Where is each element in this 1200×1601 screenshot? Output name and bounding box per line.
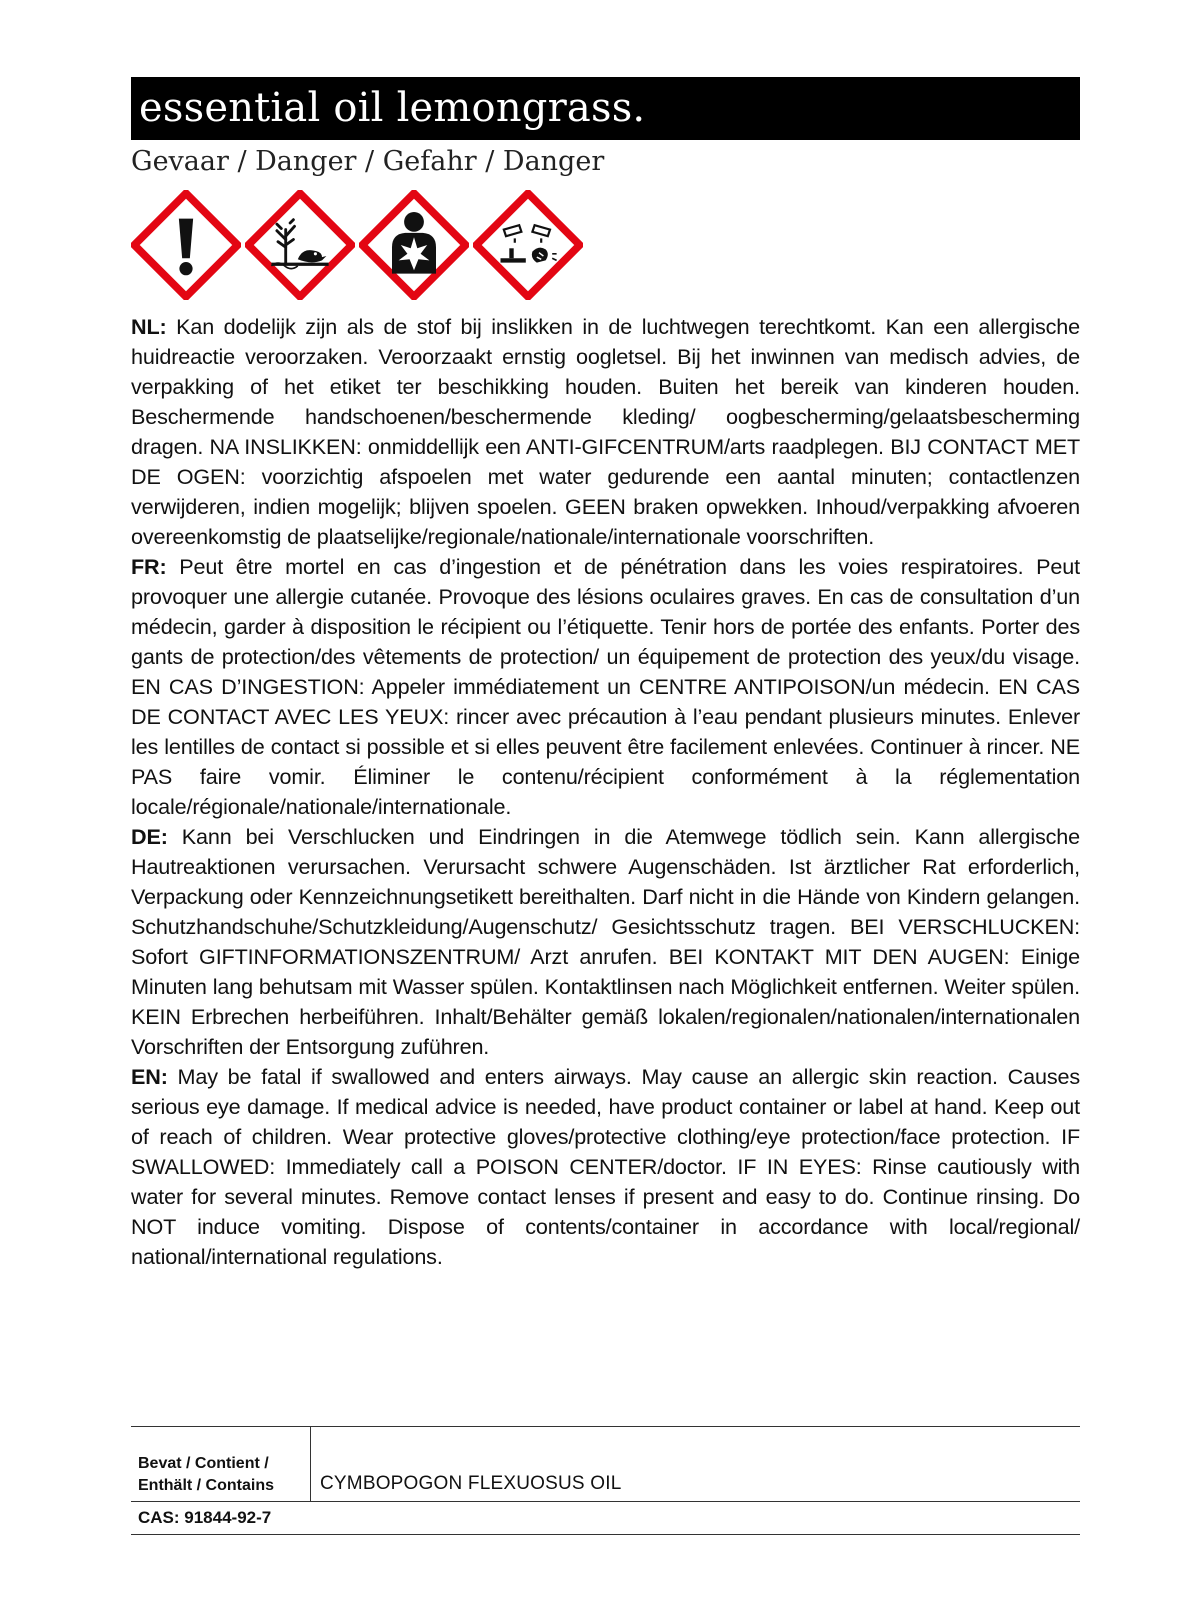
composition-table bbox=[131, 1426, 1080, 1535]
ghs08-health-hazard-icon bbox=[359, 190, 469, 300]
product-title: essential oil lemongrass. bbox=[131, 77, 1080, 140]
section-fr bbox=[131, 552, 1080, 822]
ghs-pictograms bbox=[131, 190, 1080, 302]
lang-code: DE: bbox=[131, 824, 168, 849]
signal-word: Gevaar / Danger / Gefahr / Danger bbox=[131, 146, 605, 177]
label-content bbox=[131, 77, 1080, 1272]
ghs09-environment-icon bbox=[245, 190, 355, 300]
composition-row bbox=[131, 1427, 1080, 1502]
section-text: May be fatal if swallowed and enters airways. May cause an allergic skin reaction. Causes serious eye damage. If medical advice is needed, have product container or label at hand. Keep out of reach of children. Wear protective gloves/protective clothing/eye protection/face protection. IF SWALLOWED: Immediately call a POISON CENTER/doctor. IF IN EYES: Rinse cautiously with water for several minutes. Remove contact lenses if present and easy to do. Continue rinsing. Do NOT induce vomiting. Dispose of contents/container in accordance with local/regional/ national/international regulations. bbox=[131, 1064, 1080, 1269]
hazard-statements bbox=[131, 312, 1080, 1272]
section-text: Kann bei Verschlucken und Eindringen in die Atemwege tödlich sein. Kann allergische Hautreaktionen verursachen. Verursacht schwere Augenschäden. Ist ärztlicher Rat erforderlich, Verpackung oder Kennzeichnungsetikett bereithalten. Darf nicht in die Hände von Kindern gelangen. Schutzhandschuhe/Schutzkleidung/Augenschutz/ Gesichtsschutz tragen. BEI VERSCHLUCKEN: Sofort GIFTINFORMATIONSZENTRUM/ Arzt anrufen. BEI KONTAKT MIT DEN AUGEN: Einige Minuten lang behutsam mit Wasser spülen. Kontaktlinsen nach Möglichkeit entfernen. Weiter spülen. KEIN Erbrechen herbeiführen. Inhalt/Behälter gemäß lokalen/regionalen/nationalen/internationalen Vorschriften der Entsorgung zuführen. bbox=[131, 824, 1080, 1059]
composition-label bbox=[131, 1427, 311, 1501]
cas-number: CAS: 91844-92-7 bbox=[131, 1502, 1080, 1535]
composition-label-line1: Bevat / Contient / bbox=[138, 1455, 269, 1472]
section-de bbox=[131, 822, 1080, 1062]
lang-code: FR: bbox=[131, 554, 167, 579]
composition-label-line2: Enthält / Contains bbox=[138, 1477, 274, 1494]
ghs07-exclamation-mark-icon bbox=[131, 190, 241, 300]
section-en bbox=[131, 1062, 1080, 1272]
lang-code: EN: bbox=[131, 1064, 168, 1089]
section-text: Peut être mortel en cas d’ingestion et de pénétration dans les voies respiratoires. Peut provoquer une allergie cutanée. Provoque des lésions oculaires graves. En cas de consultation d’un médecin, garder à disposition le récipient ou l’étiquette. Tenir hors de portée des enfants. Porter des gants de protection/des vêtements de protection/ un équipement de protection des yeux/du visage. EN CAS D’INGESTION: Appeler immédiatement un CENTRE ANTIPOISON/un médecin. EN CAS DE CONTACT AVEC LES YEUX: rincer avec précaution à l’eau pendant plusieurs minutes. Enlever les lentilles de contact si possible et si elles peuvent être facilement enlevées. Continuer à rincer. NE PAS faire vomir. Éliminer le contenu/récipient conformément à la réglementation locale/régionale/nationale/internationale. bbox=[131, 554, 1081, 819]
section-nl bbox=[131, 312, 1080, 552]
lang-code: NL: bbox=[131, 314, 167, 339]
section-text: Kan dodelijk zijn als de stof bij inslikken in de luchtwegen terechtkomt. Kan een allergische huidreactie veroorzaken. Veroorzaakt ernstig oogletsel. Bij het inwinnen van medisch advies, de verpakking of het etiket ter beschikking houden. Buiten het bereik van kinderen houden. Beschermende handschoenen/beschermende kleding/ oogbescherming/gelaatsbescherming dragen. NA INSLIKKEN: onmiddellijk een ANTI-GIFCENTRUM/arts raadplegen. BIJ CONTACT MET DE OGEN: voorzichtig afspoelen met water gedurende een aantal minuten; contactlenzen verwijderen, indien mogelijk; blijven spoelen. GEEN braken opwekken. Inhoud/verpakking afvoeren overeenkomstig de plaatselijke/regionale/nationale/internationale voorschriften. bbox=[131, 314, 1080, 549]
ghs05-corrosion-icon bbox=[473, 190, 583, 300]
composition-value: CYMBOPOGON FLEXUOSUS OIL bbox=[320, 1473, 622, 1494]
